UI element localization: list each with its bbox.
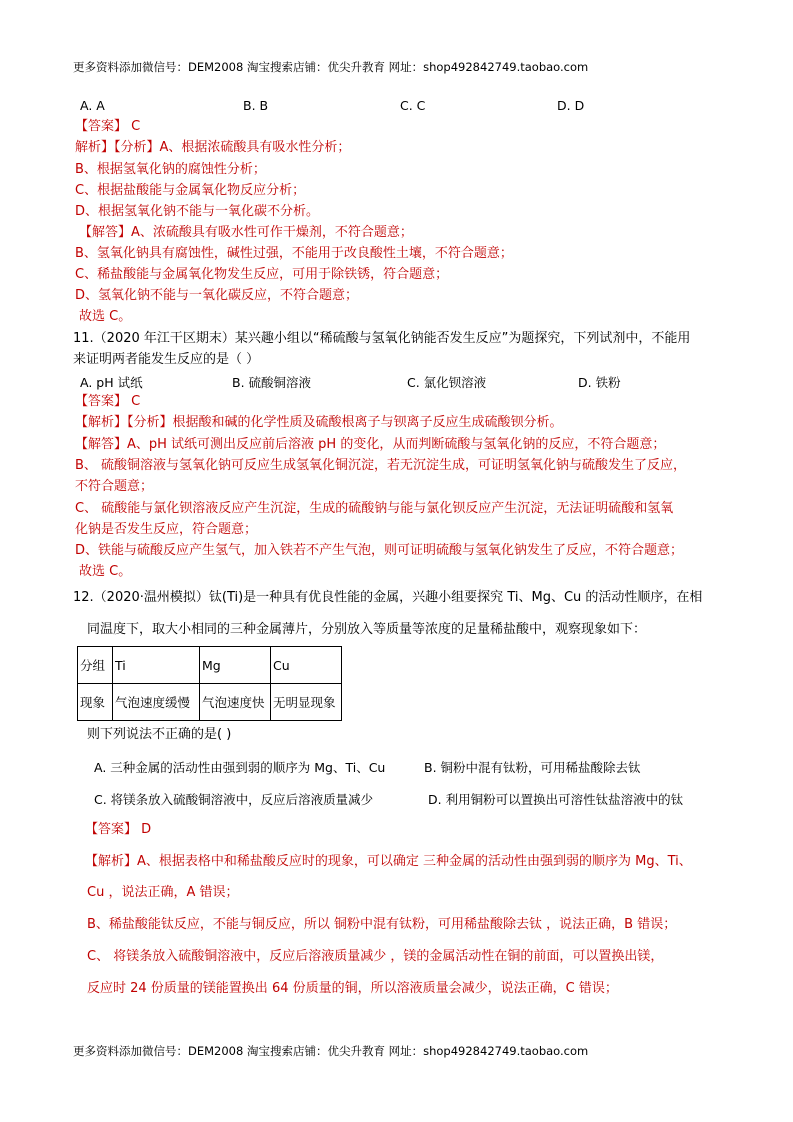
q10-option-d: D. D bbox=[557, 98, 585, 113]
q12-analysis-line: B、稀盐酸能钛反应，不能与铜反应，所以 铜粉中混有钛粉，可用稀盐酸除去钛 ，说法正确，B 错误； bbox=[87, 917, 677, 932]
q12-analysis-line: 反应时 24 份质量的镁能置换出 64 份质量的铜，所以溶液质量会减少，说法正确，C 错误； bbox=[87, 981, 618, 996]
q12-analysis-line: C、 将镁条放入硫酸铜溶液中，反应后溶液质量减少 ，镁的金属活动性在铜的前面，可以置换出镁， bbox=[87, 949, 664, 964]
q10-analysis-line: B、氢氧化钠具有腐蚀性，碱性过强，不能用于改良酸性土壤，不符合题意； bbox=[75, 246, 513, 261]
table-cell: Ti bbox=[113, 647, 200, 684]
q11-analysis-line: 不符合题意； bbox=[75, 479, 154, 494]
q10-analysis-line: 【解答】A、浓硫酸具有吸水性可作干燥剂，不符合题意； bbox=[79, 225, 413, 240]
q10-analysis-line: 解析】【分析】A、根据浓硫酸具有吸水性分析； bbox=[75, 140, 351, 155]
page-footer: 更多资料添加微信号：DEM2008 淘宝搜索店铺：优尖升教育 网址：shop492842749.taobao.com bbox=[73, 1044, 589, 1058]
q11-analysis-line: 化钠是否发生反应，符合题意； bbox=[75, 522, 258, 537]
q12-option-a: A. 三种金属的活动性由强到弱的顺序为 Mg、Ti、Cu bbox=[94, 760, 386, 775]
q10-option-b: B. B bbox=[243, 98, 269, 113]
q11-analysis-line: D、铁能与硫酸反应产生氢气，加入铁若不产生气泡，则可证明硫酸与氢氧化钠发生了反应，不符合题意； bbox=[75, 543, 684, 558]
table-cell: 无明显现象 bbox=[271, 684, 342, 721]
q11-option-d: D. 铁粉 bbox=[578, 375, 621, 390]
observation-table bbox=[77, 646, 342, 721]
table-cell: Mg bbox=[200, 647, 271, 684]
table-cell: 分组 bbox=[78, 647, 113, 684]
table-header-row bbox=[78, 647, 342, 684]
q12-option-b: B. 铜粉中混有钛粉，可用稀盐酸除去钛 bbox=[424, 760, 641, 775]
q11-analysis-line: C、 硫酸能与氯化钡溶液反应产生沉淀，生成的硫酸钠与能与氯化钡反应产生沉淀，无法证明硫酸和氢氧 bbox=[75, 501, 674, 516]
q11-answer: 【答案】 C bbox=[75, 394, 141, 409]
q10-analysis-line: D、根据氢氧化钠不能与一氧化碳不分析。 bbox=[75, 204, 320, 219]
q11-analysis-line: 【解答】A、pH 试纸可测出反应前后溶液 pH 的变化，从而判断硫酸与氢氧化钠的反应，不符合题意； bbox=[75, 437, 666, 452]
q11-option-a: A. pH 试纸 bbox=[80, 375, 143, 390]
q10-analysis-line: 故选 C。 bbox=[79, 309, 132, 324]
page-header: 更多资料添加微信号：DEM2008 淘宝搜索店铺：优尖升教育 网址：shop492842749.taobao.com bbox=[73, 60, 589, 74]
table-cell: 现象 bbox=[78, 684, 113, 721]
q12-option-d: D. 利用铜粉可以置换出可溶性钛盐溶液中的钛 bbox=[428, 792, 684, 807]
table-row bbox=[78, 684, 342, 721]
q11-analysis-line: B、 硫酸铜溶液与氢氧化钠可反应生成氢氧化铜沉淀，若无沉淀生成，可证明氢氧化钠与硫酸发生了反应， bbox=[75, 458, 687, 473]
q10-analysis-line: B、根据氢氧化钠的腐蚀性分析； bbox=[75, 162, 266, 177]
q12-answer: 【答案】 D bbox=[85, 822, 152, 837]
q11-analysis-line: 【解析】【分析】根据酸和碱的化学性质及硫酸根离子与钡离子反应生成硫酸钡分析。 bbox=[75, 415, 563, 430]
q11-option-b: B. 硫酸铜溶液 bbox=[232, 375, 312, 390]
q12-analysis-line: Cu ，说法正确，A 错误； bbox=[87, 885, 239, 900]
q12-stem: 同温度下，取大小相同的三种金属薄片，分别放入等质量等浓度的足量稀盐酸中，观察现象如下： bbox=[87, 622, 647, 637]
table-cell: 气泡速度快 bbox=[200, 684, 271, 721]
q10-analysis-line: D、氢氧化钠不能与一氧化碳反应，不符合题意； bbox=[75, 288, 359, 303]
q10-option-c: C. C bbox=[400, 98, 426, 113]
table-cell: Cu bbox=[271, 647, 342, 684]
q12-question: 则下列说法不正确的是( ) bbox=[87, 727, 232, 742]
q12-option-c: C. 将镁条放入硫酸铜溶液中，反应后溶液质量减少 bbox=[94, 792, 374, 807]
q11-option-c: C. 氯化钡溶液 bbox=[407, 375, 487, 390]
q11-analysis-line: 故选 C。 bbox=[79, 564, 132, 579]
q10-analysis-line: C、稀盐酸能与金属氧化物发生反应，可用于除铁锈，符合题意； bbox=[75, 267, 449, 282]
q10-answer: 【答案】 C bbox=[75, 119, 141, 134]
q12-stem: 12.（2020·温州模拟）钛(Ti)是一种具有优良性能的金属，兴趣小组要探究 Ti、Mg、Cu 的活动性顺序，在相 bbox=[73, 590, 703, 605]
q10-option-a: A. A bbox=[80, 98, 105, 113]
q11-stem: 11.（2020 年江干区期末）某兴趣小组以“稀硫酸与氢氧化钠能否发生反应”为题探究，下列试剂中，不能用 bbox=[73, 331, 691, 346]
q10-analysis-line: C、根据盐酸能与金属氧化物反应分析； bbox=[75, 183, 306, 198]
q12-analysis-line: 【解析】A、根据表格中和稀盐酸反应时的现象，可以确定 三种金属的活动性由强到弱的顺序为 Mg、Ti、 bbox=[85, 854, 692, 869]
table-cell: 气泡速度缓慢 bbox=[113, 684, 200, 721]
q11-stem: 来证明两者能发生反应的是（ ） bbox=[73, 352, 260, 367]
